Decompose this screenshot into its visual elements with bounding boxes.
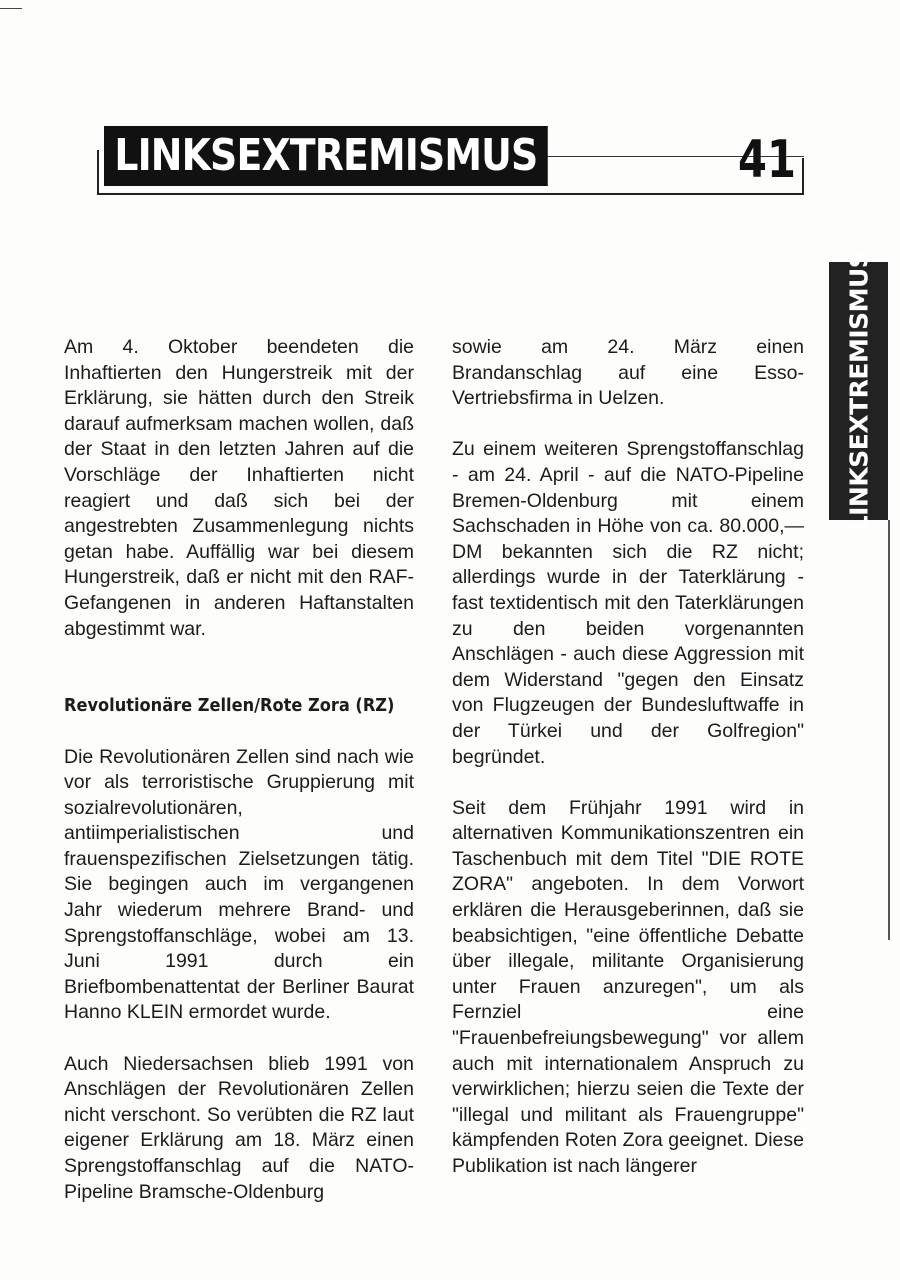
- page-edge-line: [888, 520, 890, 940]
- left-paragraph-3: Auch Niedersachsen blieb 1991 von Anschlägen der Revolutionären Zellen nicht verschont. So verübten die RZ laut eigener Erklärung am 18. März einen Sprengstoffanschlag auf die NATO-Pipeline Bramsche-Oldenburg: [64, 1052, 414, 1203]
- right-paragraph-2: Zu einem weiteren Sprengstoffanschlag - am 24. April - auf die NATO-Pipeline Bremen-Oldenburg mit einem Sachschaden in Höhe von ca. 80.000,— DM bekannten sich die RZ nicht; allerdings wurde in der Taterklärung - fast textidentisch mit den Taterklärungen zu den beiden vorgenannten Anschlägen - auch diese Aggression mit dem Widerstand "gegen den Einsatz von Flugzeugen der Bundesluftwaffe in der Türkei und der Golfregion" begründet.: [452, 438, 804, 768]
- header-rule: [97, 193, 804, 195]
- right-paragraph-1: sowie am 24. März einen Brandanschlag auf eine Esso-Vertriebsfirma in Uelzen.: [452, 336, 804, 410]
- left-paragraph-2: Die Revolutionären Zellen sind nach wie vor als terroristische Gruppierung mit sozialrevolutionären, antiimperialistischen und frauenspezifischen Zielsetzungen tätig. Sie begingen auch im vergangenen Jahr wiederum mehrere Brand- und Sprengstoffanschläge, wobei am 13. Juni 1991 durch ein Briefbombenattentat der Berliner Baurat Hanno KLEIN ermordet wurde.: [64, 745, 414, 1024]
- section-title: LINKSEXTREMISMUS: [104, 126, 548, 186]
- right-paragraph-3: Seit dem Frühjahr 1991 wird in alternativen Kommunikationszentren ein Taschenbuch mit dem Titel "DIE ROTE ZORA" angeboten. In dem Vorwort erklären die Herausgeberinnen, daß sie beabsichtigen, "eine öffentliche Debatte über illegale, militante Organisierung unter Frauen anzuregen", um als Fernziel eine "Frauenbefreiungsbewegung" vor allem auch mit internationalem Anspruch zu verwirklichen; hierzu seien die Texte der "illegal und militant als Frauengruppe" kämpfenden Roten Zora geeignet. Diese Publikation ist nach längerer: [452, 796, 804, 1177]
- side-section-tab-label: LINKSEXTREMISMUS: [844, 250, 873, 532]
- left-paragraph-1: Am 4. Oktober beendeten die Inhaftierten den Hungerstreik mit der Erklärung, sie hätten durch den Streik darauf aufmerksam machen wollen, daß der Staat in den letzten Jahren auf die Vorschläge der Inhaftierten nicht reagiert und daß sich bei der angestrebten Zusammenlegung nichts getan habe. Auffällig war bei diesem Hungerstreik, daß er nicht mit den RAF-Gefangenen in anderen Haftanstalten abgestimmt war.: [64, 336, 414, 640]
- section-heading: Revolutionäre Zellen/Rote Zora (RZ): [64, 695, 395, 717]
- right-column: [452, 335, 804, 1180]
- page-number: 41: [738, 130, 796, 190]
- header-frame-left: [97, 150, 99, 195]
- side-section-tab: [829, 250, 888, 532]
- corner-mark: [0, 8, 22, 9]
- header-frame-right: [802, 158, 804, 195]
- left-column: [64, 335, 414, 1205]
